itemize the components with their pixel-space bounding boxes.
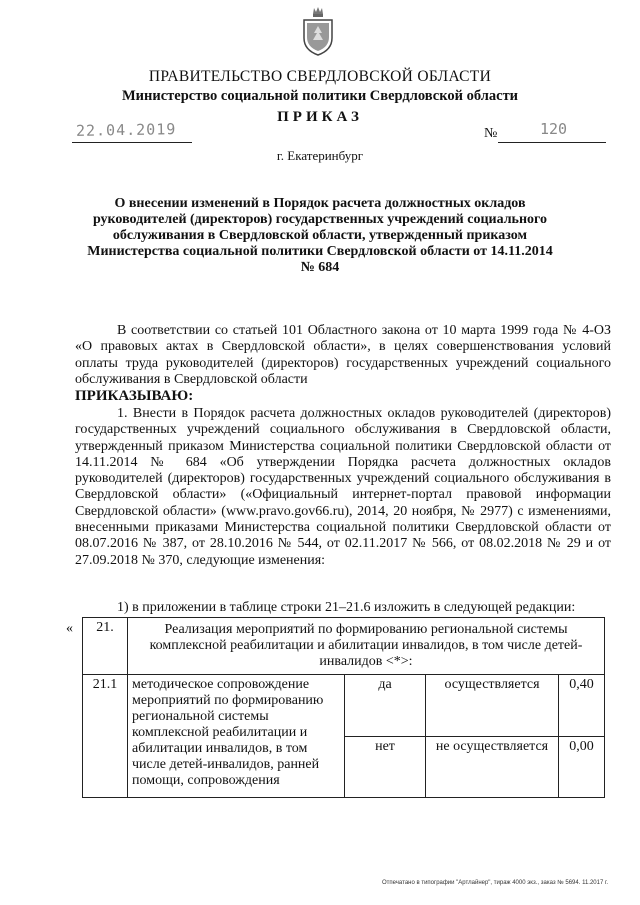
table-row-21 bbox=[83, 618, 605, 675]
document-type: ПРИКАЗ bbox=[277, 109, 363, 125]
ministry-title: Министерство социальной политики Свердловской области bbox=[121, 88, 519, 104]
handwritten-number: 120 bbox=[540, 120, 568, 138]
print-footer: Отпечатано в типографии "Артлайнер", тираж 4000 экз., заказ № 5694. 11.2017 г. bbox=[382, 880, 609, 886]
item-1-paragraph: 1. Внести в Порядок расчета должностных окладов руководителей (директоров) государственных учреждений социального обслуживания в Свердловской области, утвержденный приказом Министерства социальной политики Свердловской области от 14.11.2014 № 684 «Об утверждении Порядка расчета должностных окладов руководителей (директоров) государственных учреждений социального обслуживания в Свердловской области» («Официальный интернет-портал правовой информации Свердловской области» (www.pravo.gov66.ru), 2014, 20 ноября, № 2977) с изменениями, внесенными приказами Министерства социальной политики Свердловской области от 08.07.2016 № 387, от 28.10.2016 № 544, от 02.11.2017 № 566, от 08.02.2018 № 29 и от 27.09.2018 № 370, следующие изменения: bbox=[75, 406, 611, 568]
row-heading: Реализация мероприятий по формированию региональной системы комплексной реабилитации и абилитации инвалидов, в том числе детей-инвалидов <*>: bbox=[128, 618, 605, 675]
table-row-21-1-yes bbox=[83, 675, 605, 737]
orders-heading: ПРИКАЗЫВАЮ: bbox=[75, 388, 194, 404]
opening-quote: « bbox=[66, 621, 73, 636]
answer-cell: да bbox=[345, 675, 426, 737]
row-number: 21.1 bbox=[83, 675, 128, 798]
row-number: 21. bbox=[83, 618, 128, 675]
answer-cell: нет bbox=[345, 736, 426, 798]
date-underline bbox=[72, 142, 192, 143]
value-cell: 0,40 bbox=[559, 675, 605, 737]
status-cell: осуществляется bbox=[426, 675, 559, 737]
order-subject: О внесении изменений в Порядок расчета должностных окладов руководителей (директоров) государственных учреждений социального обслуживания в Свердловской области, утвержденный приказом Министерства социальной политики Свердловской области от 14.11.2014 № 684 bbox=[87, 196, 553, 275]
value-cell: 0,00 bbox=[559, 736, 605, 798]
amendment-table bbox=[82, 617, 605, 798]
preamble-paragraph: В соответствии со статьей 101 Областного закона от 10 марта 1999 года № 4-ОЗ «О правовых актах в Свердловской области», в целях совершенствования условий оплаты труда руководителей (директоров) государственных учреждений социального обслуживания в Свердловской области bbox=[75, 323, 611, 387]
number-label: № bbox=[484, 126, 498, 141]
number-underline bbox=[498, 142, 606, 143]
item-1-1-paragraph: 1) в приложении в таблице строки 21–21.6 изложить в следующей редакции: bbox=[117, 600, 576, 615]
status-cell: не осуществляется bbox=[426, 736, 559, 798]
government-title: ПРАВИТЕЛЬСТВО СВЕРДЛОВСКОЙ ОБЛАСТИ bbox=[148, 68, 492, 85]
criterion-text: методическое сопровождение мероприятий по формированию региональной системы комплексной реабилитации и абилитации инвалидов, в том числе детей-инвалидов, ранней помощи, сопровождения bbox=[128, 675, 345, 798]
coat-of-arms-emblem bbox=[301, 6, 335, 56]
handwritten-date: 22.04.2019 bbox=[75, 120, 177, 140]
city-line: г. Екатеринбург bbox=[276, 148, 364, 163]
